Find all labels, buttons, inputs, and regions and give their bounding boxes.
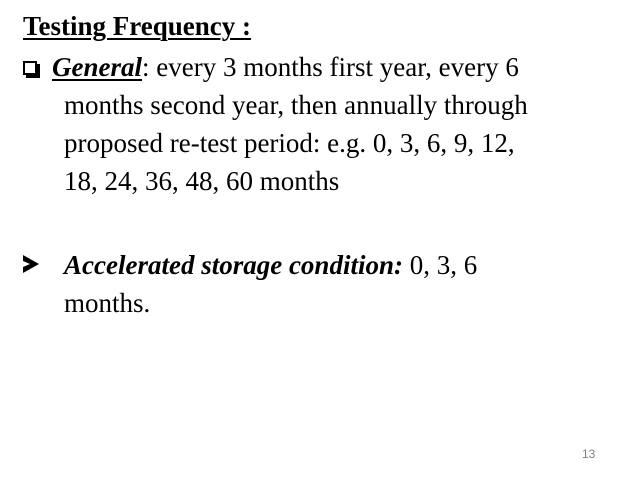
bullet-accelerated	[23, 246, 623, 322]
bullet-line: proposed re-test period: e.g. 0, 3, 6, 9, 12,	[64, 128, 515, 158]
bullet-term-suffix: :	[142, 52, 150, 82]
bullet-line	[23, 48, 623, 86]
page-number: 13	[582, 447, 596, 461]
bullet-line: months.	[64, 288, 151, 318]
bullet-term: General	[52, 52, 142, 82]
bullet-line: 18, 24, 36, 48, 60 months	[64, 166, 340, 196]
slide-heading: Testing Frequency :	[23, 11, 252, 41]
bullet-text: 0, 3, 6	[402, 250, 478, 280]
bullet-term: Accelerated storage condition:	[64, 250, 403, 280]
bullet-line: months second year, then annually through	[64, 90, 528, 120]
bullet-general	[23, 48, 623, 200]
square-checkbox-icon	[23, 61, 37, 75]
bullet-text: every 3 months first year, every 6	[149, 52, 519, 82]
arrow-right-icon	[23, 255, 39, 273]
bullet-line	[23, 246, 623, 284]
